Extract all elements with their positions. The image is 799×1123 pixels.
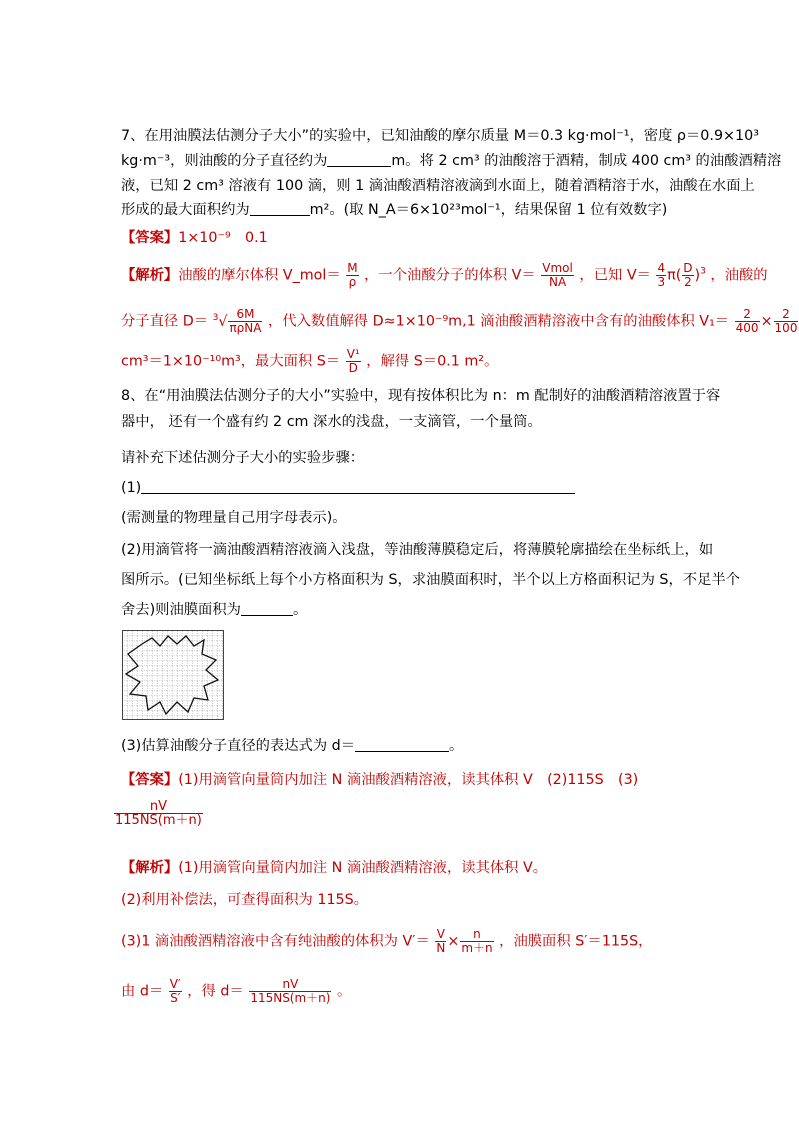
q8-line-5: (需测量的物理量自己用字母表示)。 [121,510,347,526]
q8-line-9: (3)估算油酸分子直径的表达式为 d＝ 。 [121,738,464,754]
q8-line-6: (2)用滴管将一滴油酸酒精溶液滴入浅盘，等油酸薄膜稳定后，将薄膜轮廓描绘在坐标纸上，如 [121,542,714,558]
q8-answer: 【答案】(1)用滴管向量筒内加注 N 滴油酸酒精溶液，读其体积 V (2)115S (3) [121,772,639,788]
q8-line-1: 8、在“用油膜法估测分子的大小”实验中，现有按体积比为 n：m 配制好的油酸酒精溶液置于容 [121,388,721,404]
fraction-v-over-n: $\frac{V}{N}$ [436,927,446,955]
fraction-2-over-400: $\frac{2}{400}$ [735,307,759,335]
fraction-nv-over-115ns-final: $\frac{nV}{115NS(m+n)}$ [250,977,331,1005]
q7-answer: 【答案】1×10⁻⁹ 0.1 [121,230,268,246]
q8-line-4: (1) [121,478,575,498]
q7-line-4: 形成的最大面积约为 m²。(取 N_A＝6×10²³mol⁻¹，结果保留 1 位有效数字) [121,202,668,218]
q8-answer-fraction-line [113,800,204,827]
fraction-2-over-100: $\frac{2}{100}$ [774,307,798,335]
q8-line-7: 图所示。(已知坐标纸上每个小方格面积为 S，求油膜面积时，半个以上方格面积记为 S，不足半个 [121,572,740,588]
q8-blank-area[interactable] [241,601,293,616]
q7-blank-area[interactable] [250,201,310,216]
q8-line-3: 请补充下述估测分子大小的实验步骤： [121,450,365,466]
q7-line-1: 7、在用油膜法估测分子大小”的实验中，已知油酸的摩尔质量 M＝0.3 kg·mol⁻¹，密度 ρ＝0.9×10³ [121,128,759,144]
q8-analysis-line-4: 由 d＝ $\frac{V'}{S'}$ ，得 d＝ $\frac{nV}{115NS(m+n)}$ 。 [121,977,352,1005]
q7-line-3: 液，已知 2 cm³ 溶液有 100 滴，则 1 滴油酸酒精溶液滴到水面上，随着酒精溶于水，油酸在水面上 [121,178,755,194]
q8-line-8: 舍去)则油膜面积为 。 [121,602,308,618]
fraction-v1-over-d: $\frac{\text{V¹}}{D}$ [346,347,360,375]
q7-analysis-line-3: cm³＝1×10⁻¹⁰m³，最大面积 S＝ $\frac{\text{V¹}}{D}$ ，解得 S＝0.1 m²。 [121,347,499,375]
q8-blank-step1[interactable] [141,479,575,494]
q8-analysis-line-2: (2)利用补偿法，可查得面积为 115S。 [121,892,369,908]
cube-root: $^3$√ $\frac{6M}{\text{πρNA}}$ [212,307,262,335]
fraction-vp-over-sp: $\frac{V'}{S'}$ [169,977,181,1005]
q7-analysis-line-2: 分子直径 D＝ $^3$√ $\frac{6M}{\text{πρNA}}$ ，代入数值解得 D≈1×10⁻⁹m,1 滴油酸酒精溶液中含有的油酸体积 V₁＝ $\frac{2}{400}$ × $\frac{2}{100}$ [121,307,798,335]
q8-analysis-line-1: 【解析】(1)用滴管向量筒内加注 N 滴油酸酒精溶液，读其体积 V。 [121,860,548,876]
q8-blank-expression[interactable] [355,737,449,752]
fraction-vmol-over-na: $\frac{\text{Vmol}}{NA}$ [542,261,573,289]
fraction-nv-over-115ns: $\frac{nV}{115NS(m+n)}$ [115,799,202,828]
q7-analysis-line-1: 【解析】油酸的摩尔体积 V_mol＝ $\frac{M}{\rho}$ ，一个油酸分子的体积 V＝ $\frac{\text{Vmol}}{NA}$ ，已知 V＝ $\frac{4}{3}$ π( $\frac{D}{2}$ )$^3$ ，油酸的 [121,261,768,289]
fraction-four-thirds: $\frac{4}{3}$ [657,261,666,289]
q8-line-2: 器中， 还有一个盛有约 2 cm 深水的浅盘，一支滴管，一个量筒。 [121,414,542,430]
q7-blank-diameter[interactable] [327,152,391,167]
fraction-n-over-mn: $\frac{n}{m+n}$ [461,927,493,955]
q8-analysis-line-3: (3)1 滴油酸酒精溶液中含有纯油酸的体积为 V′＝ $\frac{V}{N}$ × $\frac{n}{m+n}$ ，油膜面积 S′＝115S， [121,927,653,955]
q7-line-2: kg·m⁻³，则油酸的分子直径约为 m。将 2 cm³ 的油酸溶于酒精，制成 400 cm³ 的油酸酒精溶 [121,153,782,169]
fraction-d-over-2: $\frac{D}{2}$ [683,261,693,289]
fraction-6m-over-pirhona: $\frac{6M}{\text{πρNA}}$ [229,307,262,335]
oil-film-grid-figure [122,630,224,720]
fraction-m-over-rho: $\frac{M}{\rho}$ [347,261,358,289]
